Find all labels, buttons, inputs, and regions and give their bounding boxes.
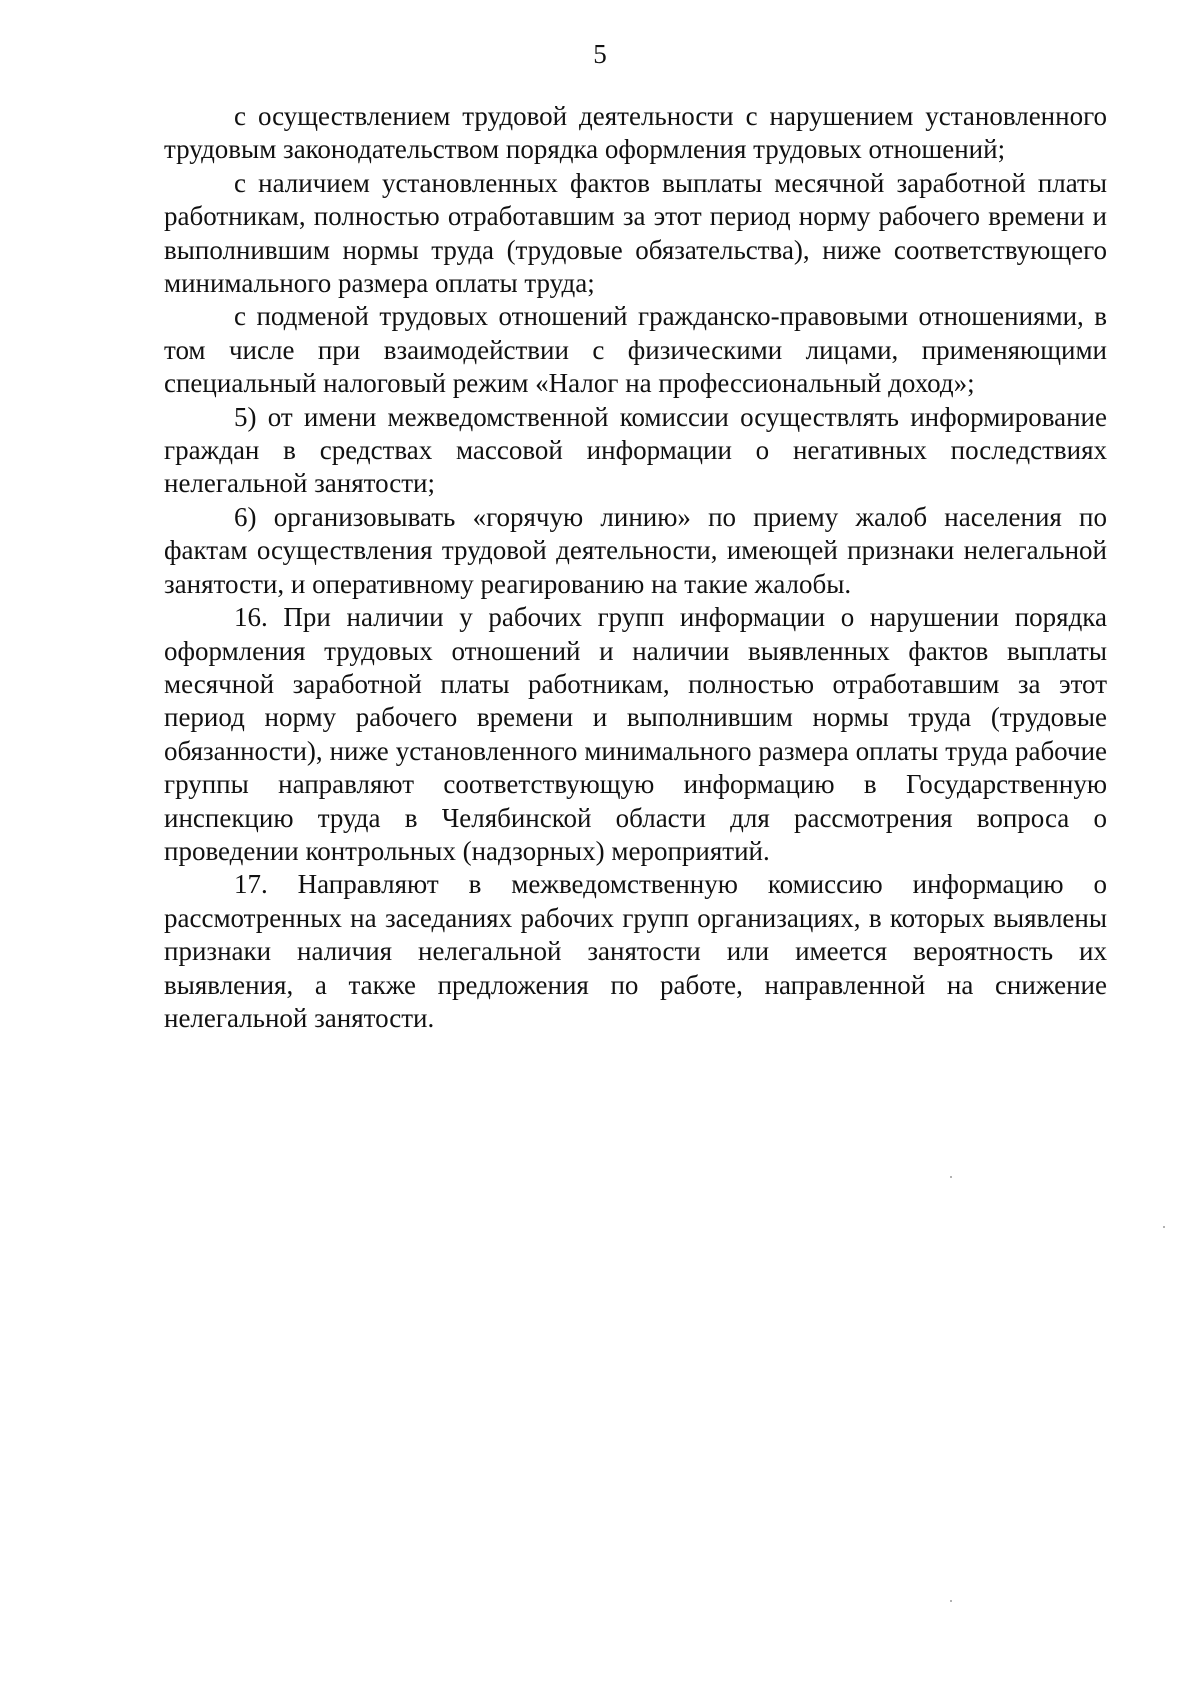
paragraph-labor-registration-violation: с осуществлением трудовой деятельности с нарушением установленного трудовым законодательством порядка оформления трудовых отношений; bbox=[164, 101, 1107, 165]
scan-speck bbox=[1163, 1226, 1165, 1228]
paragraph-clause-17: 17. Направляют в межведомственную комиссию информацию о рассмотренных на заседаниях рабочих групп организациях, в которых выявлены признаки наличия нелегальной занятости или имеется вероятность их выявления, а также предложения по работе, направленной на снижение нелегальной занятости. bbox=[164, 869, 1107, 1033]
scan-speck bbox=[950, 1176, 952, 1178]
paragraph-item-5-informing: 5) от имени межведомственной комиссии осуществлять информирование граждан в средствах массовой информации о негативных последствиях нелегальной занятости; bbox=[164, 401, 1107, 499]
document-body bbox=[164, 100, 1107, 1035]
page-number: 5 bbox=[593, 39, 607, 69]
paragraph-below-minimum-wage: с наличием установленных фактов выплаты месячной заработной платы работникам, полностью отработавшим за этот период норму рабочего времени и выполнившим нормы труда (трудовые обязательства), ниже соответствующего минимального размера оплаты труда; bbox=[164, 167, 1107, 299]
paragraph-civil-law-substitution: с подменой трудовых отношений гражданско-правовыми отношениями, в том числе при взаимодействии с физическими лицами, применяющими специальный налоговый режим «Налог на профессиональный доход»; bbox=[164, 301, 1107, 399]
paragraph-item-6-hotline: 6) организовывать «горячую линию» по приему жалоб населения по фактам осуществления трудовой деятельности, имеющей признаки нелегальной занятости, и оперативному реагированию на такие жалобы. bbox=[164, 501, 1107, 599]
paragraph-clause-16: 16. При наличии у рабочих групп информации о нарушении порядка оформления трудовых отношений и наличии выявленных фактов выплаты месячной заработной платы работникам, полностью отработавшим за этот период норму рабочего времени и выполнившим нормы труда (трудовые обязанности), ниже установленного минимального размера оплаты труда рабочие группы направляют соответствующую информацию в Государственную инспекцию труда в Челябинской области для рассмотрения вопроса о проведении контрольных (надзорных) мероприятий. bbox=[164, 602, 1107, 866]
scan-speck bbox=[950, 1600, 952, 1602]
